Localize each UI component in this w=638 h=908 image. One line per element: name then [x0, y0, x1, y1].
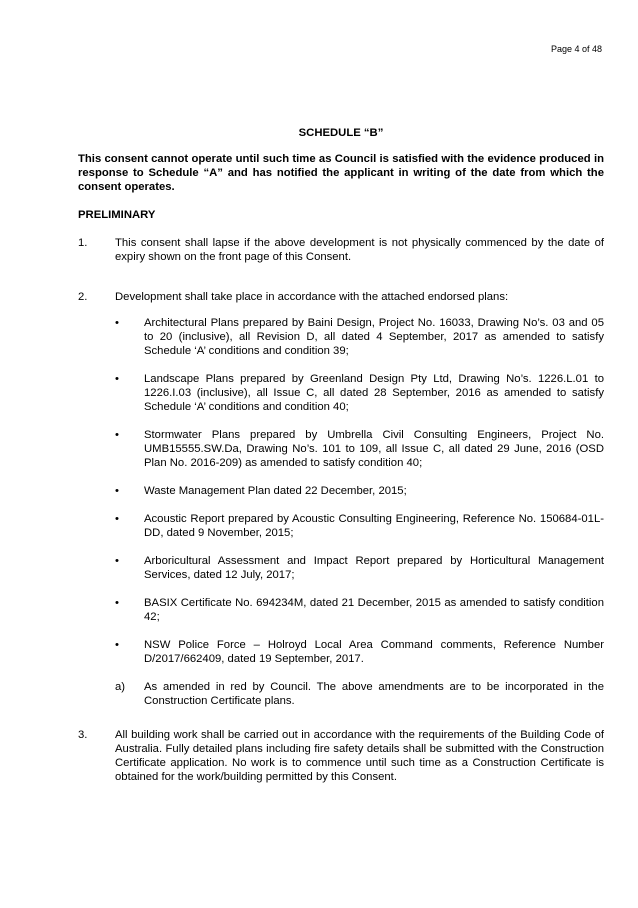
- intro-paragraph: This consent cannot operate until such time as Council is satisfied with the evidence produced in response to Schedule “A” and has notified the applicant in writing of the date from which the consent operates.: [78, 153, 604, 193]
- list-item-text: Architectural Plans prepared by Baini Design, Project No. 16033, Drawing No’s. 03 and 05 to 20 (inclusive), all Revision D, all dated 4 September, 2017 as amended to satisfy Schedule ‘A’ conditions and condition 39;: [144, 317, 604, 357]
- sub-item-label: a): [115, 681, 126, 693]
- bullet-icon: •: [115, 513, 119, 525]
- sub-item: [115, 680, 604, 708]
- list-item: [115, 554, 604, 582]
- bullet-icon: •: [115, 639, 119, 651]
- list-item-text: Waste Management Plan dated 22 December, 2015;: [144, 485, 407, 497]
- list-item-text: Acoustic Report prepared by Acoustic Consulting Engineering, Reference No. 150684-01L-DD, dated 9 November, 2015;: [144, 513, 604, 539]
- condition-item: [78, 290, 604, 714]
- bullet-icon: •: [115, 597, 119, 609]
- list-item-text: BASIX Certificate No. 694234M, dated 21 December, 2015 as amended to satisfy condition 42;: [144, 597, 604, 623]
- item-text: This consent shall lapse if the above development is not physically commenced by the date of expiry shown on the front page of this Consent.: [115, 237, 604, 263]
- list-item: [115, 428, 604, 470]
- list-item: [115, 316, 604, 358]
- item-body: [115, 236, 604, 276]
- list-item-text: Stormwater Plans prepared by Umbrella Civil Consulting Engineers, Project No. UMB15555.SW.Da, Drawing No’s. 101 to 109, all Issue C, all dated 29 June, 2016 (OSD Plan No. 2016-209) as amended to satisfy condition 40;: [144, 429, 604, 469]
- item-text: Development shall take place in accordance with the attached endorsed plans:: [115, 291, 509, 303]
- condition-item: [78, 236, 604, 276]
- item-text: All building work shall be carried out in accordance with the requirements of the Building Code of Australia. Fully detailed plans including fire safety details shall be submitted with the Construction Certificate application. No work is to commence until such time as a Construction Certificate is obtained for the work/building permitted by this Consent.: [115, 729, 604, 783]
- bullet-icon: •: [115, 317, 119, 329]
- item-number: 1.: [78, 237, 88, 249]
- list-item: [115, 484, 604, 498]
- list-item-text: Landscape Plans prepared by Greenland Design Pty Ltd, Drawing No’s. 1226.L.01 to 1226.I.03 (inclusive), all Issue C, all dated 28 September, 2016 as amended to satisfy Schedule ‘A’ conditions and condition 40;: [144, 373, 604, 413]
- sub-item-text: As amended in red by Council. The above amendments are to be incorporated in the Construction Certificate plans.: [144, 681, 604, 707]
- item-number: 2.: [78, 291, 88, 303]
- page-number: Page 4 of 48: [550, 44, 602, 54]
- endorsed-plans-list: [115, 316, 604, 666]
- item-number: 3.: [78, 729, 88, 741]
- section-heading: PRELIMINARY: [78, 209, 156, 221]
- bullet-icon: •: [115, 485, 119, 497]
- list-item: [115, 512, 604, 540]
- document-body: [78, 126, 604, 798]
- schedule-title: SCHEDULE “B”: [298, 127, 384, 139]
- condition-item: [78, 728, 604, 784]
- item-body: [115, 290, 604, 714]
- list-item: [115, 372, 604, 414]
- bullet-icon: •: [115, 373, 119, 385]
- list-item: [115, 638, 604, 666]
- bullet-icon: •: [115, 555, 119, 567]
- list-item-text: Arboricultural Assessment and Impact Report prepared by Horticultural Management Services, dated 12 July, 2017;: [144, 555, 604, 581]
- list-item-text: NSW Police Force – Holroyd Local Area Command comments, Reference Number D/2017/662409, dated 19 September, 2017.: [144, 639, 604, 665]
- bullet-icon: •: [115, 429, 119, 441]
- list-item: [115, 596, 604, 624]
- item-body: [115, 728, 604, 784]
